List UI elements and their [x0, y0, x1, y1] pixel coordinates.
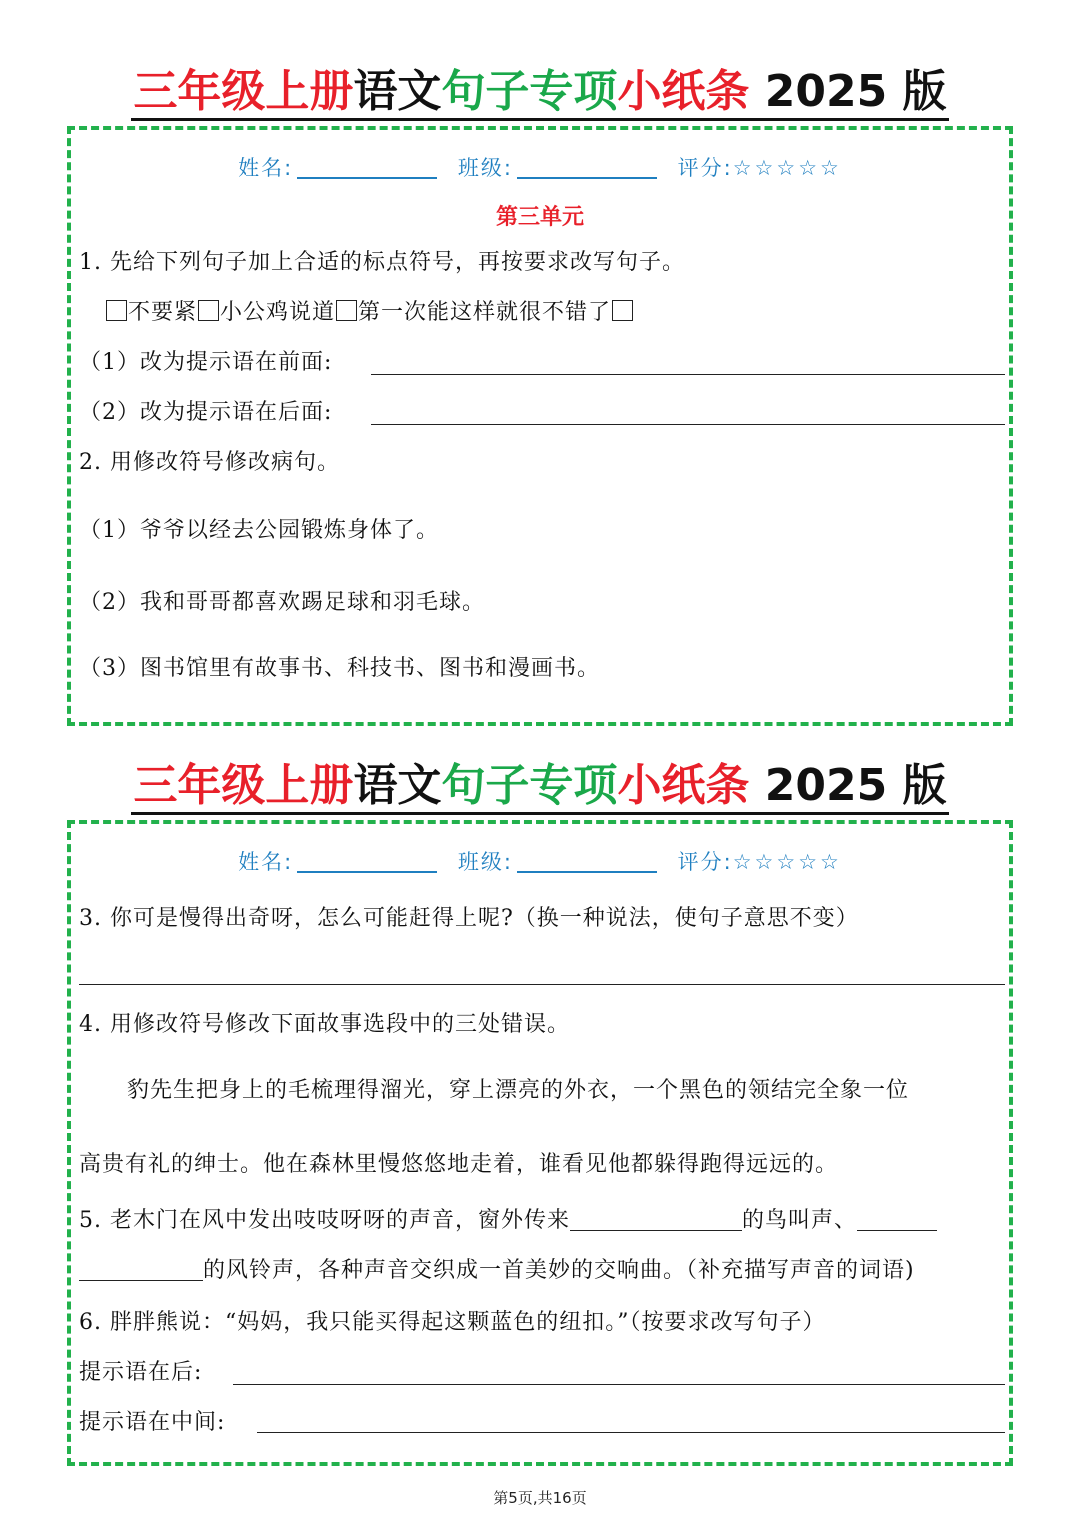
blank-5-2-cont[interactable] — [79, 1258, 203, 1281]
title-part-topic: 句子专项 — [441, 66, 618, 117]
answer-line-6b[interactable] — [257, 1432, 1005, 1433]
name-blank[interactable] — [297, 157, 437, 179]
title-part-subject: 语文 — [353, 66, 442, 117]
punct-box-4[interactable] — [612, 300, 633, 321]
question-5-line-2 — [79, 1256, 915, 1286]
question-3: 3. 你可是慢得出奇呀，怎么可能赶得上呢?（换一种说法，使句子意思不变） — [79, 906, 859, 931]
question-6: 6. 胖胖熊说：“妈妈，我只能买得起这颗蓝色的纽扣。”（按要求改写句子） — [79, 1310, 826, 1335]
question-2-b: （2）我和哥哥都喜欢踢足球和羽毛球。 — [79, 590, 485, 615]
question-5-line-1 — [79, 1206, 937, 1236]
class-label: 班级: — [457, 850, 513, 874]
score-label: 评分: — [677, 850, 733, 874]
question-2-c: （3）图书馆里有故事书、科技书、图书和漫画书。 — [79, 656, 600, 681]
title-part-edition: 2025 版 — [749, 760, 947, 811]
class-label: 班级: — [457, 156, 513, 180]
score-stars: ☆☆☆☆☆ — [732, 156, 842, 180]
title-bottom — [0, 758, 1080, 815]
unit-heading: 第三单元 — [495, 205, 584, 230]
punct-box-2[interactable] — [198, 300, 219, 321]
answer-line-1b[interactable] — [371, 424, 1005, 425]
answer-line-3[interactable] — [79, 984, 1005, 985]
title-top — [0, 64, 1080, 121]
name-label: 姓名: — [238, 850, 294, 874]
student-info-row — [71, 846, 1009, 876]
question-6-b: 提示语在中间: — [79, 1410, 226, 1435]
question-4-passage-2: 高贵有礼的绅士。他在森林里慢悠悠地走着，谁看见他都躲得跑得远远的。 — [79, 1152, 839, 1177]
question-1: 1. 先给下列句子加上合适的标点符号，再按要求改写句子。 — [79, 250, 685, 275]
score-label: 评分: — [677, 156, 733, 180]
question-2: 2. 用修改符号修改病句。 — [79, 450, 340, 475]
answer-line-6a[interactable] — [233, 1384, 1005, 1385]
question-5-text-a: 5. 老木门在风中发出吱吱呀呀的声音，窗外传来 — [79, 1208, 570, 1233]
question-6-a: 提示语在后: — [79, 1360, 203, 1385]
question-4: 4. 用修改符号修改下面故事选段中的三处错误。 — [79, 1012, 570, 1037]
page-number: 第5页,共16页 — [493, 1489, 587, 1507]
class-blank[interactable] — [517, 851, 657, 873]
sentence-part-3: 第一次能这样就很不错了 — [358, 300, 612, 325]
question-2-a: （1）爷爷以经去公园锻炼身体了。 — [79, 518, 439, 543]
sentence-part-2: 小公鸡说道 — [220, 300, 336, 325]
punct-box-1[interactable] — [106, 300, 127, 321]
title-part-grade: 三年级上册 — [133, 66, 354, 117]
question-1-sentence — [105, 298, 634, 328]
title-part-subject: 语文 — [353, 760, 442, 811]
sentence-part-1: 不要紧 — [128, 300, 198, 325]
punct-box-3[interactable] — [336, 300, 357, 321]
blank-5-1[interactable] — [570, 1208, 742, 1231]
name-label: 姓名: — [238, 156, 294, 180]
score-stars: ☆☆☆☆☆ — [732, 850, 842, 874]
question-5-text-c: 的风铃声，各种声音交织成一首美妙的交响曲。（补充描写声音的词语) — [203, 1258, 915, 1283]
worksheet-card-2 — [67, 820, 1013, 1466]
answer-line-1a[interactable] — [371, 374, 1005, 375]
question-5-text-b: 的鸟叫声、 — [742, 1208, 858, 1233]
title-part-topic: 句子专项 — [441, 760, 618, 811]
title-part-slip: 小纸条 — [617, 66, 750, 117]
worksheet-card-1 — [67, 126, 1013, 726]
title-part-edition: 2025 版 — [749, 66, 947, 117]
blank-5-2[interactable] — [857, 1208, 937, 1231]
student-info-row — [71, 152, 1009, 182]
question-1-b: （2）改为提示语在后面: — [79, 400, 333, 425]
title-part-grade: 三年级上册 — [133, 760, 354, 811]
title-part-slip: 小纸条 — [617, 760, 750, 811]
class-blank[interactable] — [517, 157, 657, 179]
question-4-passage-1: 豹先生把身上的毛梳理得溜光，穿上漂亮的外衣，一个黑色的领结完全象一位 — [127, 1078, 910, 1103]
name-blank[interactable] — [297, 851, 437, 873]
question-1-a: （1）改为提示语在前面: — [79, 350, 333, 375]
